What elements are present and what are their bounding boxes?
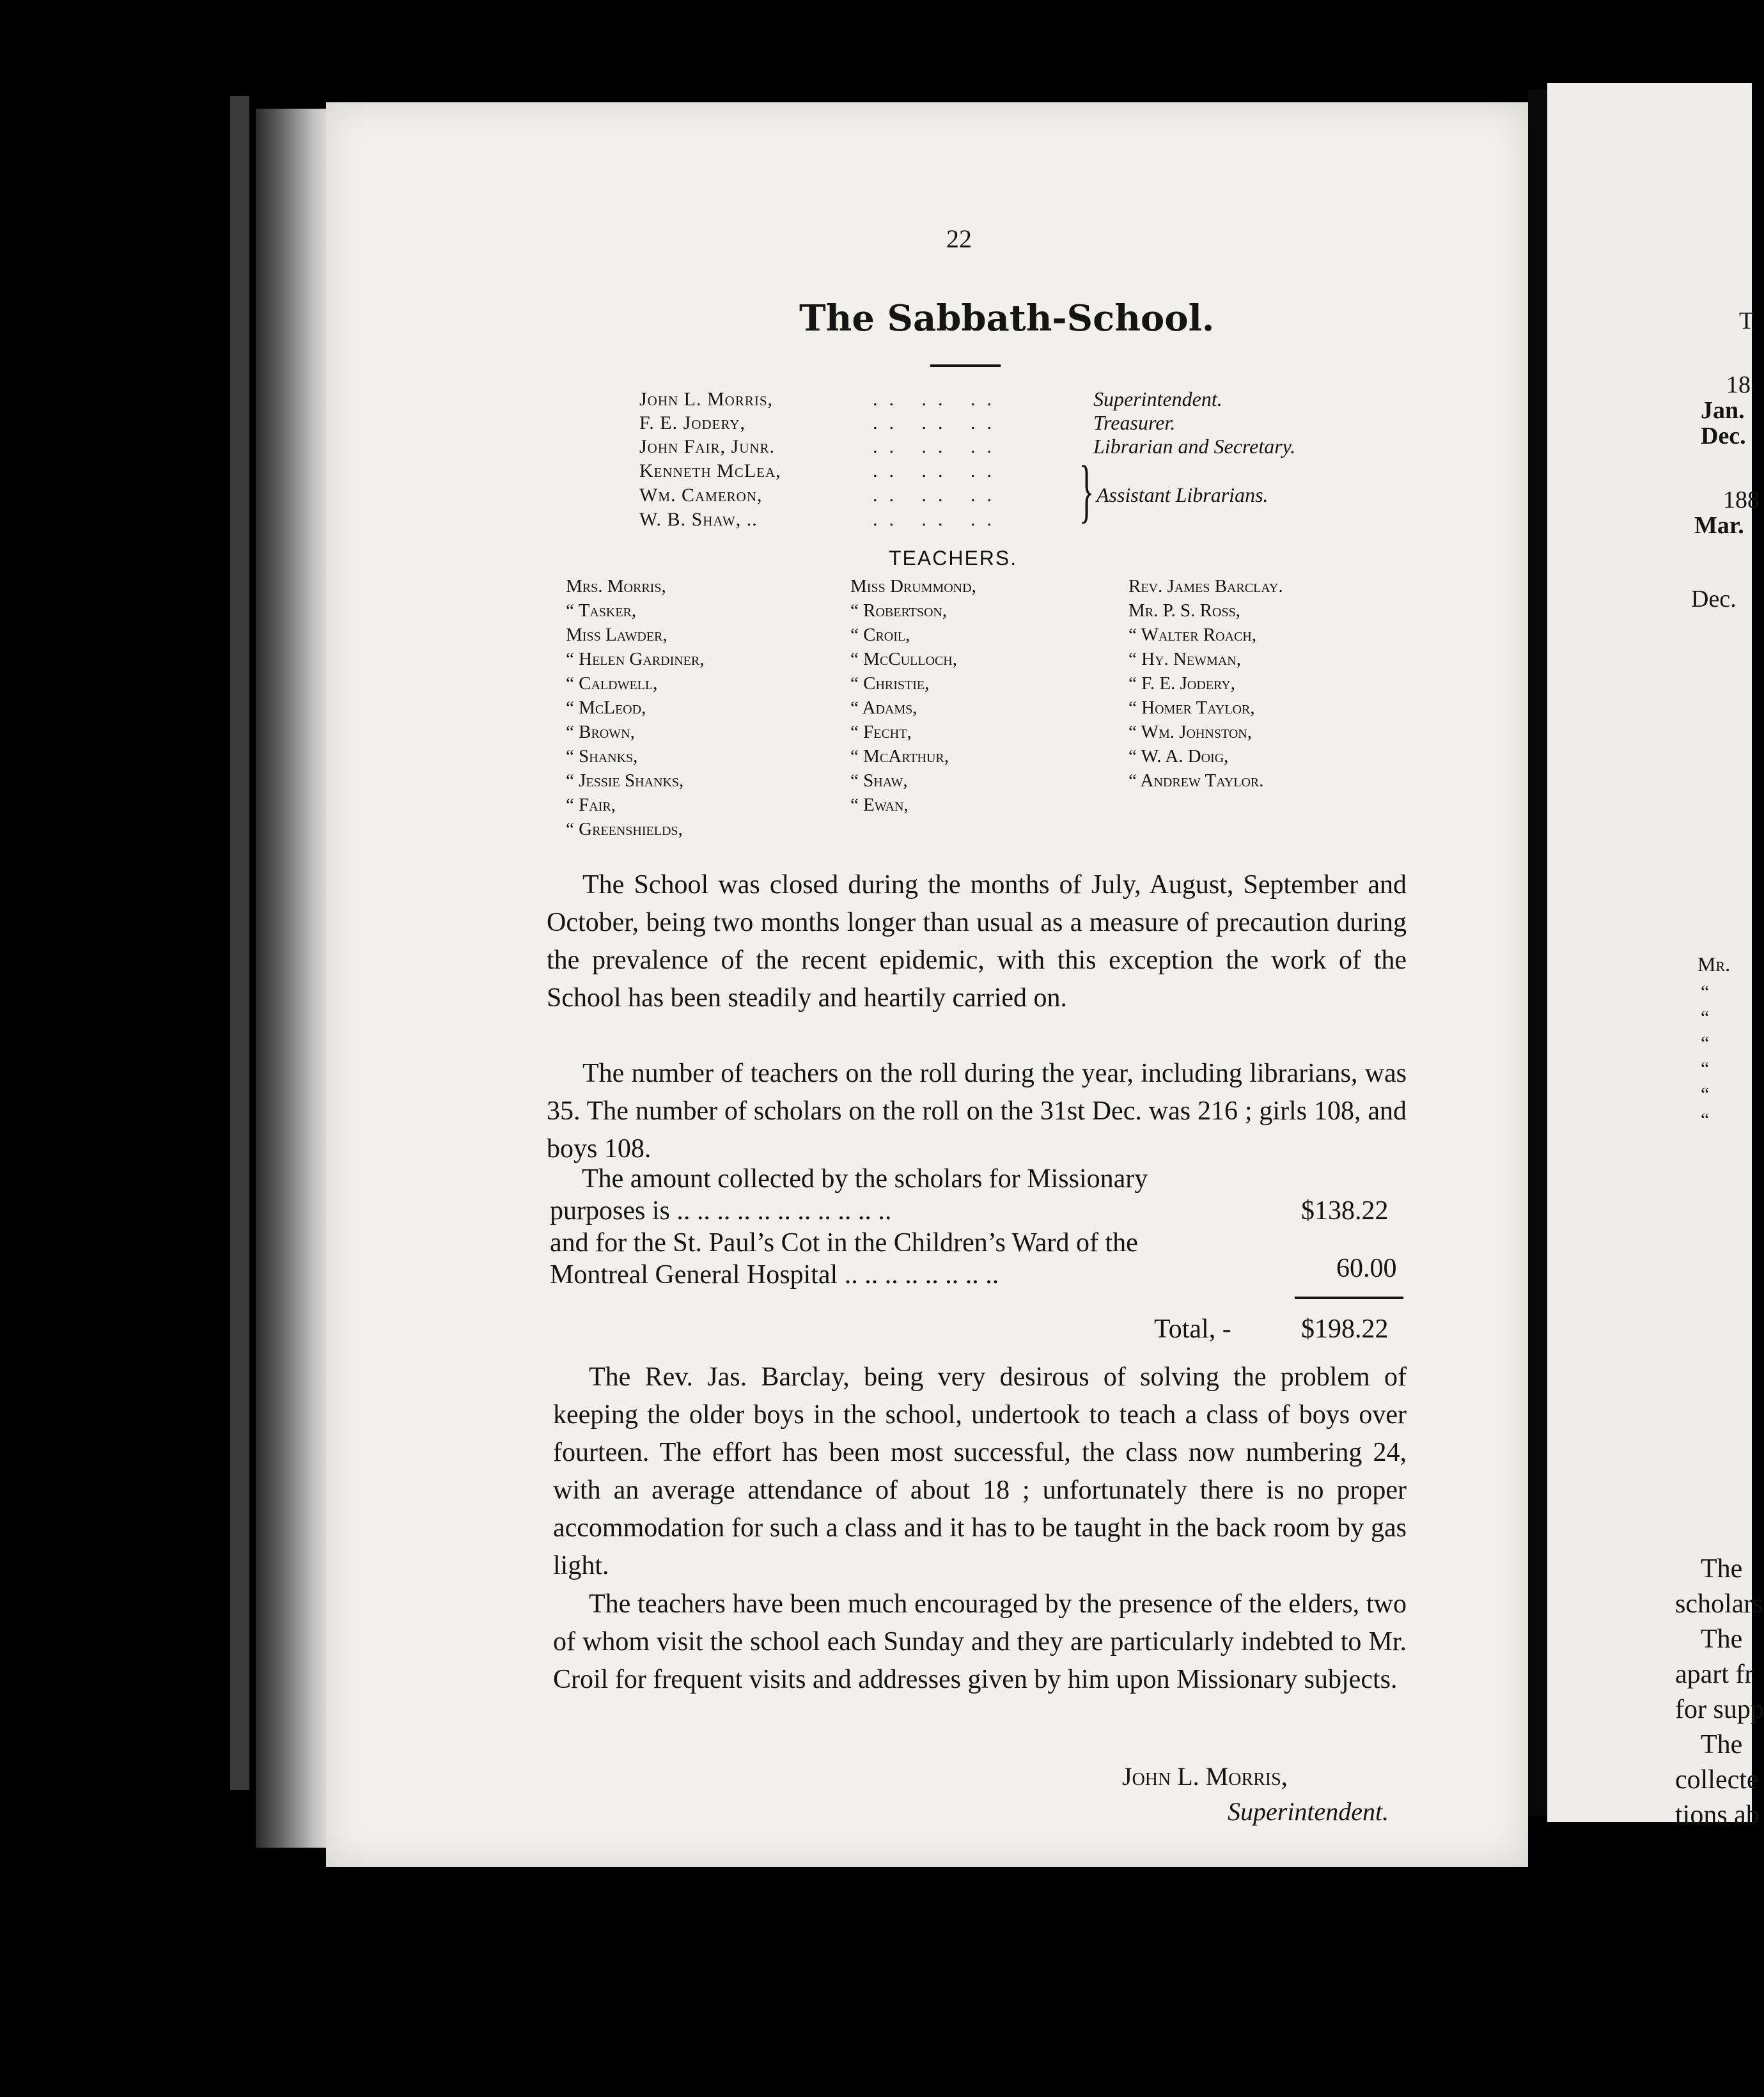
right-fragment: 188 <box>1723 487 1760 513</box>
leader-dots: .. .. .. <box>873 389 1003 410</box>
teacher-name: “ F. E. Jodery, <box>1128 673 1235 694</box>
teacher-name: “ Homer Taylor, <box>1128 698 1255 718</box>
amount-line-4: Montreal General Hospital .. .. .. .. .. .. .. .. <box>550 1260 999 1290</box>
officer-name: F. E. Jodery, <box>639 412 745 433</box>
teacher-name: “ Greenshields, <box>566 819 683 839</box>
right-fragment: “ <box>1701 1109 1710 1130</box>
amount-line-1: The amount collected by the scholars for Missionary <box>582 1164 1148 1194</box>
assistant-role: Assistant Librarians. <box>1097 483 1268 506</box>
gutter-shadow <box>1528 90 1547 1816</box>
teacher-name: “ Fair, <box>566 795 616 815</box>
officer-role: Treasurer. <box>1093 411 1176 434</box>
teachers-heading: TEACHERS. <box>889 547 1018 570</box>
right-fragment: 18 <box>1726 371 1751 398</box>
teacher-name: “ W. A. Doig, <box>1128 746 1229 767</box>
right-fragment: Jan. <box>1701 397 1745 424</box>
right-fragment: T <box>1739 308 1754 334</box>
teacher-name: “ Caldwell, <box>566 673 658 694</box>
teacher-name: “ Hy. Newman, <box>1128 649 1241 669</box>
teachers-column-3 <box>1128 574 1283 793</box>
officer-role: Librarian and Secretary. <box>1093 435 1296 458</box>
teacher-name: Mrs. Morris, <box>566 576 666 596</box>
right-fragment: Dec. <box>1701 423 1746 449</box>
right-fragment: scholars <box>1675 1589 1763 1619</box>
leader-dots: .. .. .. <box>873 436 1003 457</box>
teacher-name: “ Ewan, <box>850 795 909 815</box>
right-fragment: The <box>1701 1625 1743 1654</box>
teacher-name: “ Croil, <box>850 625 910 645</box>
right-fragment: “ <box>1701 1007 1710 1028</box>
total-value: $198.22 <box>1301 1314 1389 1344</box>
teacher-name: “ Andrew Taylor. <box>1128 770 1264 791</box>
page-stack-edge <box>256 109 326 1848</box>
right-fragment: tions ab <box>1675 1800 1760 1830</box>
teacher-name: Rev. James Barclay. <box>1128 576 1283 596</box>
right-fragment: collecte <box>1675 1765 1759 1795</box>
teacher-name: “ McArthur, <box>850 746 949 767</box>
leader-dots: .. .. .. <box>873 509 1003 530</box>
teacher-name: Miss Drummond, <box>850 576 976 596</box>
page-title: The Sabbath-School. <box>799 297 1215 339</box>
right-fragment: apart fr <box>1675 1660 1754 1689</box>
officer-name: Wm. Cameron, <box>639 485 763 506</box>
right-fragment: Mr. <box>1698 953 1731 976</box>
teacher-name: “ Helen Gardiner, <box>566 649 705 669</box>
report-paragraph-4: The teachers have been much encouraged by the presence of the elders, two of whom visit the school each Sunday and they are particularly indebted to Mr. Croil for frequent visits and addresses given by him upon Missionary subjects. <box>553 1589 1407 1694</box>
teacher-name: “ Wm. Johnston, <box>1128 722 1252 742</box>
officer-role: Superintendent. <box>1093 387 1222 410</box>
officer-name: Kenneth McLea, <box>639 460 781 481</box>
report-paragraph-1: The School was closed during the months of July, August, September and October, being two months longer than usual as a measure of precaution during the prevalence of the recent epidemic, with this exception the work of the School has been steadily and heartily carried on. <box>547 870 1407 1013</box>
officer-name: John L. Morris, <box>639 389 774 410</box>
left-page <box>326 102 1528 1867</box>
leader-dots: .. .. .. <box>873 412 1003 433</box>
right-page-fragment <box>1547 83 1764 1830</box>
amount-line-2: purposes is .. .. .. .. .. .. .. .. .. .. .. <box>550 1196 892 1226</box>
officer-name: W. B. Shaw, .. <box>639 509 758 530</box>
leader-dots: .. .. .. <box>873 485 1003 506</box>
teacher-name: Miss Lawder, <box>566 625 667 645</box>
right-fragment: Dec. <box>1691 586 1737 612</box>
leader-dots: .. .. .. <box>873 460 1003 481</box>
teacher-name: “ Robertson, <box>850 600 948 621</box>
amount-value-missionary: $138.22 <box>1301 1196 1389 1226</box>
right-fragment: “ <box>1701 1058 1710 1079</box>
teacher-name: “ McCulloch, <box>850 649 957 669</box>
teacher-name: “ McLeod, <box>566 698 646 718</box>
right-fragment: “ <box>1701 1033 1710 1054</box>
total-label: Total, - <box>1154 1314 1231 1344</box>
right-fragment: for supp <box>1675 1695 1764 1724</box>
right-fragment: “ <box>1701 1084 1710 1105</box>
teacher-name: “ Brown, <box>566 722 635 742</box>
sum-rule <box>1295 1297 1403 1299</box>
title-rule <box>930 364 1001 367</box>
page-number: 22 <box>946 224 972 253</box>
teacher-name: “ Adams, <box>850 698 917 718</box>
report-paragraph-2: The number of teachers on the roll during the year, including librarians, was 35. The number of scholars on the roll on the 31st Dec. was 216 ; girls 108, and boys 108. <box>547 1059 1407 1164</box>
book-spine-edge <box>230 96 249 1790</box>
right-fragment: Mar. <box>1694 512 1744 539</box>
teacher-name: “ Jessie Shanks, <box>566 770 684 791</box>
report-paragraph-3: The Rev. Jas. Barclay, being very desirous of solving the problem of keeping the older boys in the school, undertook to teach a class of boys over fourteen. The effort has been most successful, the class now numbering 24, with an average attendance of about 18 ; unfortunately there is no proper accommodation for such a class and it has to be taught in the back room by gas light. <box>553 1362 1407 1580</box>
amount-line-3: and for the St. Paul’s Cot in the Children’s Ward of the <box>550 1228 1138 1258</box>
amount-value-hospital: 60.00 <box>1336 1254 1397 1283</box>
teachers-column-2 <box>850 574 976 817</box>
right-fragment: “ <box>1701 981 1710 1002</box>
teacher-name: “ Shaw, <box>850 770 908 791</box>
officer-name: John Fair, Junr. <box>639 436 776 457</box>
teacher-name: “ Walter Roach, <box>1128 625 1257 645</box>
teachers-column-1 <box>566 574 705 841</box>
brace: } <box>1079 451 1095 529</box>
teacher-name: “ Shanks, <box>566 746 638 767</box>
right-fragment: The <box>1701 1554 1743 1584</box>
teacher-name: Mr. P. S. Ross, <box>1128 600 1240 621</box>
right-fragment: The <box>1701 1730 1743 1759</box>
signature-name: John L. Morris, <box>1122 1762 1288 1791</box>
teacher-name: “ Fecht, <box>850 722 912 742</box>
signature-title: Superintendent. <box>1228 1797 1389 1826</box>
teacher-name: “ Christie, <box>850 673 930 694</box>
teacher-name: “ Tasker, <box>566 600 637 621</box>
